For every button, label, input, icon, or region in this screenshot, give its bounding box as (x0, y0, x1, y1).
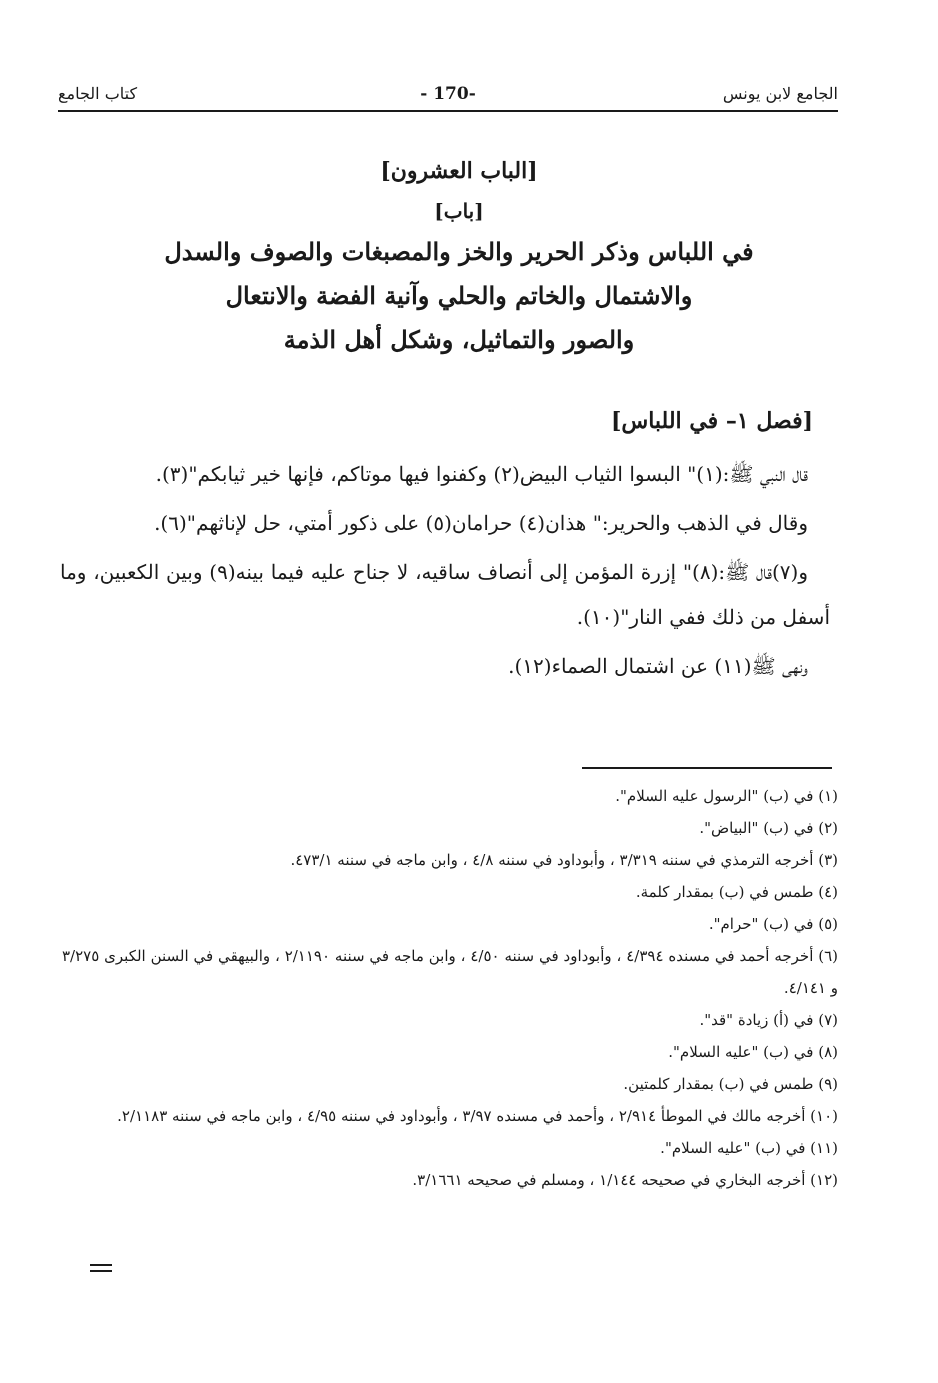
chapter-subtitle-line-3: والصور والتماثيل، وشكل أهل الذمة (283, 325, 635, 354)
main-text (60, 452, 830, 693)
footnote: (٧) في (أ) زيادة "قد". (699, 1011, 838, 1029)
footnote: (٢) في (ب) "البياض". (699, 819, 838, 837)
footnote: (٨) في (ب) "عليه السلام". (668, 1043, 838, 1061)
running-header (58, 84, 838, 112)
footnote: (٦) أخرجه أحمد في مسنده ٤/٣٩٤ ، وأبوداود في سننه ٤/٥٠ ، وابن ماجه في سننه ٢/١١٩٠ ، والبيهقي في السنن الكبرى ٣/٢٧٥ و ٤/١٤١. (62, 947, 839, 997)
section-heading: [فصل ١– في اللباس] (610, 408, 813, 434)
chapter-titles (90, 150, 828, 362)
header-section-title: كتاب الجامع (58, 84, 138, 103)
footnote: (٤) طمس في (ب) بمقدار كلمة. (635, 883, 838, 901)
page-number: -170 - (420, 84, 476, 104)
footnote: (١٠) أخرجه مالك في الموطأ ٢/٩١٤ ، وأحمد في مسنده ٣/٩٧ ، وأبوداود في سننه ٤/٩٥ ، وابن ماجه في سننه ٢/١١٨٣. (117, 1107, 838, 1125)
footnote: (٣) أخرجه الترمذي في سننه ٣/٣١٩ ، وأبوداود في سننه ٤/٨ ، وابن ماجه في سننه ٤٧٣/١. (290, 851, 838, 869)
footnotes (62, 780, 838, 1196)
footnote: (١) في (ب) "الرسول عليه السلام". (615, 787, 838, 805)
header-book-title: الجامع لابن يونس (722, 84, 838, 103)
footnote-separator (582, 767, 832, 769)
footnote: (٥) في (ب) "حرام". (708, 915, 838, 933)
footnote: (٩) طمس في (ب) بمقدار كلمتين. (623, 1075, 838, 1093)
paragraph: و(٧)قال ﷺ:(٨)" إزرة المؤمن إلى أنصاف ساقيه، لا جناح عليه فيما بينه(٩) وبين الكعبين، وما أسفل من ذلك ففي النار"(١٠). (60, 560, 830, 629)
bab-title: [باب] (434, 199, 484, 223)
footnote: (١١) في (ب) "عليه السلام". (660, 1139, 838, 1157)
chapter-title: [الباب العشرون] (380, 158, 538, 184)
paragraph: ونهى ﷺ(١١) عن اشتمال الصماء(١٢). (508, 654, 808, 678)
chapter-subtitle-line-1: في اللباس وذكر الحرير والخز والمصبغات والصوف والسدل (164, 237, 754, 266)
header-rule (58, 110, 838, 112)
chapter-subtitle-line-2: والاشتمال والخاتم والحلي وآنية الفضة والانتعال (225, 281, 693, 310)
paragraph: قال النبي ﷺ:(١)" البسوا الثياب البيض(٢) وكفنوا فيها موتاكم، فإنها خير ثيابكم"(٣). (155, 462, 808, 486)
paragraph: وقال في الذهب والحرير:" هذان(٤) حرامان(٥) على ذكور أمتي، حل لإناثهم"(٦). (154, 511, 808, 535)
end-mark (90, 1264, 112, 1276)
footnote: (١٢) أخرجه البخاري في صحيحه ١/١٤٤ ، ومسلم في صحيحه ٣/١٦٦١. (412, 1171, 838, 1189)
